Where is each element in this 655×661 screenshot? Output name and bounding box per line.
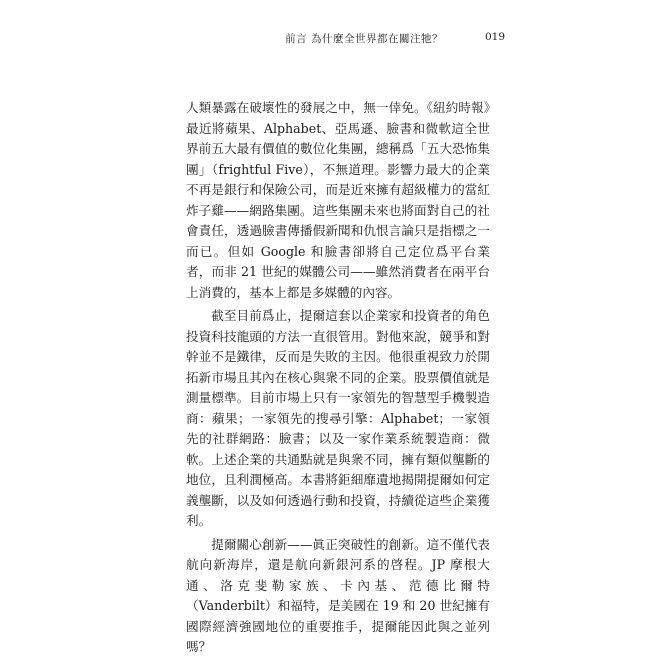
running-header bbox=[0, 31, 655, 51]
paragraph: 提爾關心創新——眞正突破性的創新。這不僅代表航向新海岸，還是航向新銀河系的啓程。JP 摩根大通、洛克斐勒家族、卡內基、范德比爾特（Vanderbilt）和福特，是美國在 19 和 20 世紀擁有國際經濟強國地位的重要推手，提爾能因此與之並列嗎？ bbox=[186, 536, 490, 654]
body-text bbox=[186, 98, 490, 661]
chapter-title: 前言 為什麼全世界都在關注牠？ bbox=[285, 33, 443, 45]
paragraph: 截至目前爲止，提爾這套以企業家和投資者的角色投資科技龍頭的方法一直很管用。對他來說，競爭和對幹並不是鐵律，反而是失敗的主因。他很重視致力於開拓新市場且其內在核心與衆不同的企業。股票價值就是測量標準。目前市場上只有一家領先的智慧型手機製造商：蘋果；一家領先的搜尋引擎：Alphabet；一家領先的社群網路：臉書；以及一家作業系統製造商：微軟。上述企業的共通點就是與衆不同，擁有類似壟斷的地位，且利潤極高。本書將鉅細靡遺地揭開提爾如何定義壟斷，以及如何透過行動和投資，持續從這些企業獲利。 bbox=[186, 308, 490, 528]
page-number: 019 bbox=[484, 31, 505, 43]
paragraph: 人類暴露在破壞性的發展之中，無一倖免。《紐約時報》最近將蘋果、Alphabet、亞馬遜、臉書和微軟這全世界前五大最有價值的數位化集團，總稱爲「五大恐怖集團」（frightful Five），不無道理。影響力最大的企業不再是銀行和保險公司，而是近來擁有超級權力的當紅炸子雞——網路集團。這些集團未來也將面對自己的社會責任，透過臉書傳播假新聞和仇恨言論只是指標之一而已。但如 Google 和臉書卻將自己定位爲平台業者，而非 21 世紀的媒體公司——雖然消費者在兩平台上消費的，基本上都是多媒體的內容。 bbox=[186, 100, 490, 300]
